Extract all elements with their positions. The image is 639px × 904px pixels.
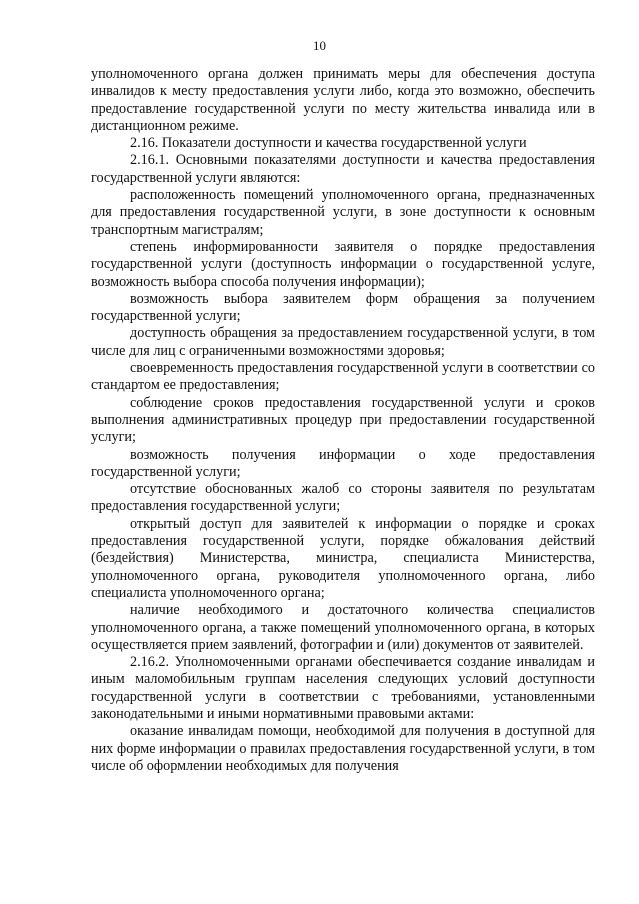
- list-item: расположенность помещений уполномоченного органа, предназначенных для предоставления государственной услуги, в зоне доступности к основным транспортным магистралям;: [91, 187, 595, 238]
- list-item: доступность обращения за предоставлением государственной услуги, в том числе для лиц с ограниченными возможностями здоровья;: [91, 325, 595, 359]
- paragraph: 2.16.2. Уполномоченными органами обеспечивается создание инвалидам и иным маломобильным группам населения следующих условий доступности государственной услуги в соответствии с требованиями, установленными законодательными и иными нормативными правовыми актами:: [91, 654, 595, 722]
- list-item: открытый доступ для заявителей к информации о порядке и сроках предоставления государственной услуги, порядке обжалования действий (бездействия) Министерства, министра, специалиста Министерства, уполномоченного органа, руководителя уполномоченного органа, либо специалиста уполномоченного органа;: [91, 515, 595, 601]
- section-heading: 2.16. Показатели доступности и качества государственной услуги: [130, 135, 527, 152]
- list-item: соблюдение сроков предоставления государственной услуги и сроков выполнения административных процедур при предоставлении государственной услуги;: [91, 394, 595, 446]
- list-item: возможность получения информации о ходе предоставления государственной услуги;: [91, 446, 595, 480]
- paragraph: уполномоченного органа должен принимать меры для обеспечения доступа инвалидов к месту предоставления услуги либо, когда это возможно, обеспечить предоставление государственной услуги по месту жительства инвалида или в дистанционном режиме.: [91, 66, 595, 134]
- list-item: наличие необходимого и достаточного количества специалистов уполномоченного органа, а также помещений уполномоченного органа, в которых осуществляется прием заявлений, фотографии и (или) документов от заявителей.: [91, 602, 595, 653]
- document-body: [91, 66, 595, 775]
- paragraph: 2.16.1. Основными показателями доступности и качества предоставления государственной услуги являются:: [91, 152, 595, 186]
- list-item: своевременность предоставления государственной услуги в соответствии со стандартом ее предоставления;: [91, 360, 595, 394]
- list-item: отсутствие обоснованных жалоб со стороны заявителя по результатам предоставления государственной услуги;: [91, 481, 595, 515]
- list-item: степень информированности заявителя о порядке предоставления государственной услуги (доступность информации о государственной услуге, возможность выбора способа получения информации);: [91, 238, 595, 290]
- list-item: оказание инвалидам помощи, необходимой для получения в доступной для них форме информации о правилах предоставления государственной услуги, в том числе об оформлении необходимых для получения: [91, 723, 595, 774]
- page-number: 10: [313, 38, 326, 53]
- list-item: возможность выбора заявителем форм обращения за получением государственной услуги;: [91, 290, 595, 325]
